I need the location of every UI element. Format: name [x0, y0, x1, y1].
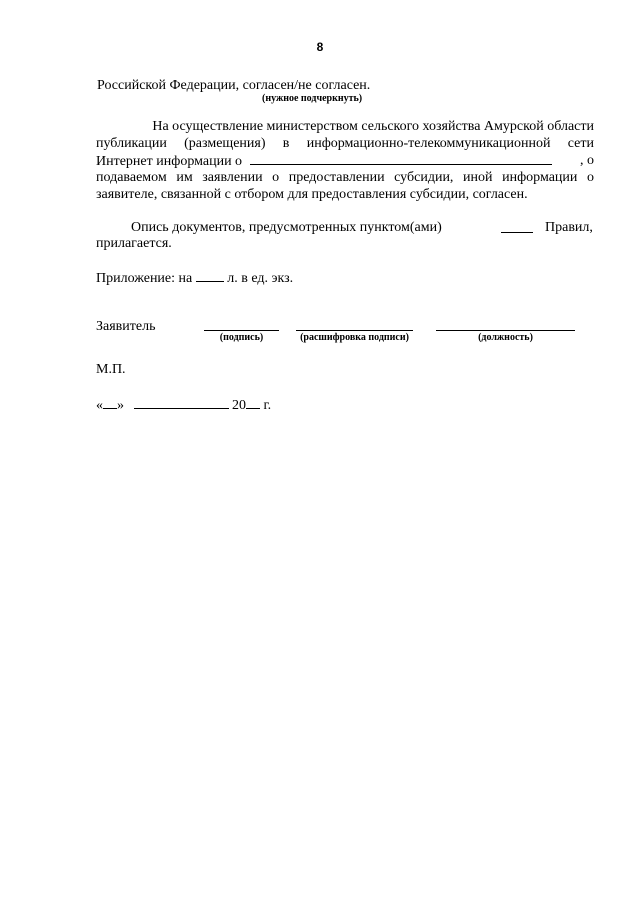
appendix-prefix: Приложение: на — [96, 271, 193, 286]
intro-line: Российской Федерации, согласен/не согласен. — [97, 78, 371, 93]
consent-line-2: публикации (размещения) в информационно-телекоммуникационной сети — [96, 136, 594, 151]
consent-line-1: На осуществление министерством сельского хозяйства Амурской области — [152, 119, 594, 134]
inventory-line-2: прилагается. — [96, 236, 172, 251]
consent-line-4: подаваемом им заявлении о предоставлении субсидии, иной информации о — [96, 170, 594, 185]
date-year-prefix: 20 — [232, 398, 246, 413]
date-line — [96, 396, 271, 414]
appendix-suffix: л. в ед. экз. — [227, 271, 294, 286]
date-quote-close: » — [117, 398, 124, 413]
signature-decode-line[interactable] — [296, 330, 413, 331]
stamp-label: М.П. — [96, 362, 126, 377]
date-year-suffix: г. — [263, 398, 272, 413]
info-blank-field[interactable] — [250, 152, 552, 165]
appendix-line — [96, 269, 293, 287]
intro-note: (нужное подчеркнуть) — [262, 93, 363, 104]
signature-caption: (подпись) — [219, 332, 264, 343]
year-blank-field[interactable] — [246, 396, 260, 409]
month-blank-field[interactable] — [134, 396, 229, 409]
inventory-line-1a: Опись документов, предусмотренных пунктом(ами) — [131, 220, 442, 235]
clause-blank-field[interactable] — [501, 220, 533, 233]
consent-line-5: заявителе, связанной с отбором для предоставления субсидии, согласен. — [96, 187, 528, 202]
signature-line[interactable] — [204, 330, 279, 331]
page-number: 8 — [316, 40, 324, 54]
sheets-blank-field[interactable] — [196, 269, 224, 282]
consent-line-3 — [96, 152, 594, 170]
consent-line-3-start: Интернет информации о — [96, 154, 243, 169]
inventory-line-1b: Правил, — [545, 220, 593, 235]
position-caption: (должность) — [478, 332, 533, 343]
consent-line-3-end: , о — [580, 153, 594, 168]
applicant-label: Заявитель — [96, 319, 156, 334]
signature-decode-caption: (расшифровка подписи) — [300, 332, 409, 343]
position-line[interactable] — [436, 330, 575, 331]
day-blank-field[interactable] — [103, 396, 117, 409]
date-quote-open: « — [96, 398, 103, 413]
